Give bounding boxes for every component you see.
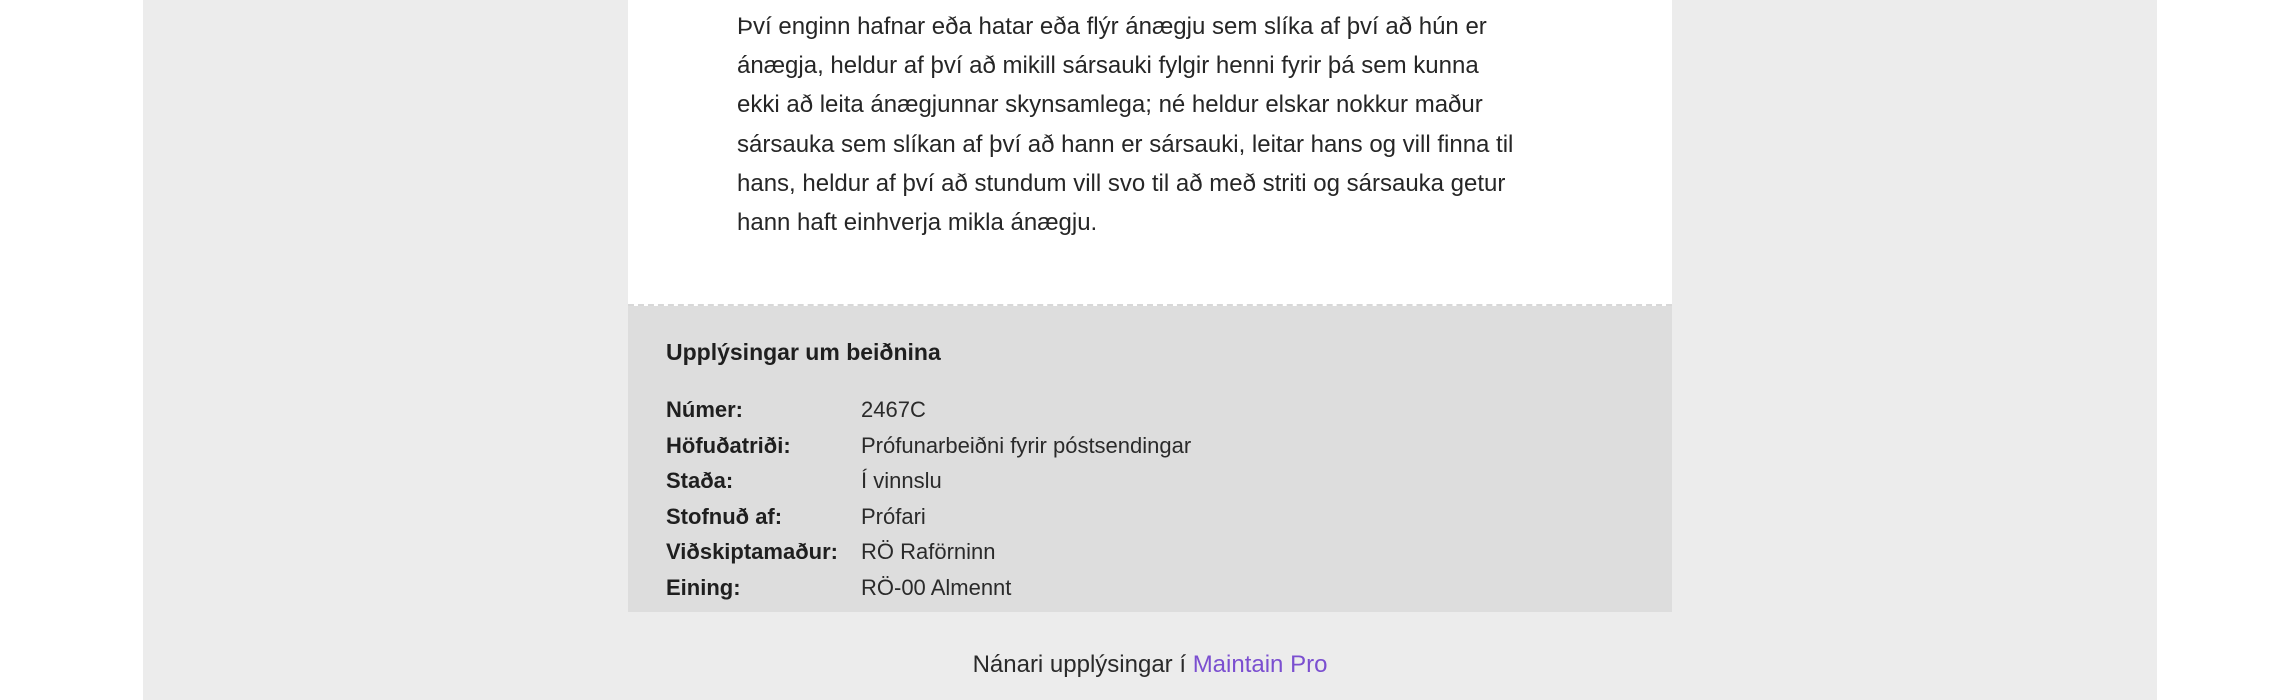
- info-value: Í vinnslu: [861, 468, 942, 493]
- info-value: Prófunarbeiðni fyrir póstsendingar: [861, 432, 1192, 458]
- info-value: Prófari: [861, 503, 926, 529]
- info-row-status: [666, 463, 1672, 499]
- info-row-subject: [666, 428, 1672, 464]
- info-row-customer: [666, 534, 1672, 570]
- info-label: Stofnuð af:: [666, 503, 783, 529]
- request-info-heading: Upplýsingar um beiðnina: [666, 339, 941, 365]
- info-label: Höfuðatriði:: [666, 432, 791, 458]
- info-row-number: [666, 392, 1672, 428]
- info-value: RÖ-00 Almennt: [861, 574, 1012, 600]
- info-label: Númer:: [666, 397, 744, 422]
- message-section: [628, 0, 1672, 306]
- info-label: Viðskiptamaður:: [666, 539, 838, 564]
- request-info-panel: [628, 306, 1672, 612]
- footer-note: [628, 645, 1672, 685]
- maintain-pro-link[interactable]: Maintain Pro: [1192, 651, 1328, 678]
- footer-prefix: Nánari upplýsingar í: [972, 651, 1193, 678]
- info-row-created-by: [666, 499, 1672, 535]
- info-row-unit: [666, 570, 1672, 606]
- info-label: Eining:: [666, 574, 741, 600]
- info-value: RÖ Raförninn: [861, 539, 996, 564]
- email-card: [628, 0, 1672, 612]
- info-value: 2467C: [861, 397, 926, 422]
- message-body: Því enginn hafnar eða hatar eða flýr ánægju sem slíka af því að hún er ánægja, heldur af því að mikill sársauki fylgir henni fyrir þá sem kunna ekki að leita ánægjunnar skynsamlega; né heldur elskar nokkur maður sársauka sem slíkan af því að hann er sársauki, leitar hans og vill finna til hans, heldur af því að stundum vill svo til að með striti og sársauka getur hann haft einhverja mikla ánægju.: [737, 13, 1514, 237]
- info-label: Staða:: [666, 468, 734, 493]
